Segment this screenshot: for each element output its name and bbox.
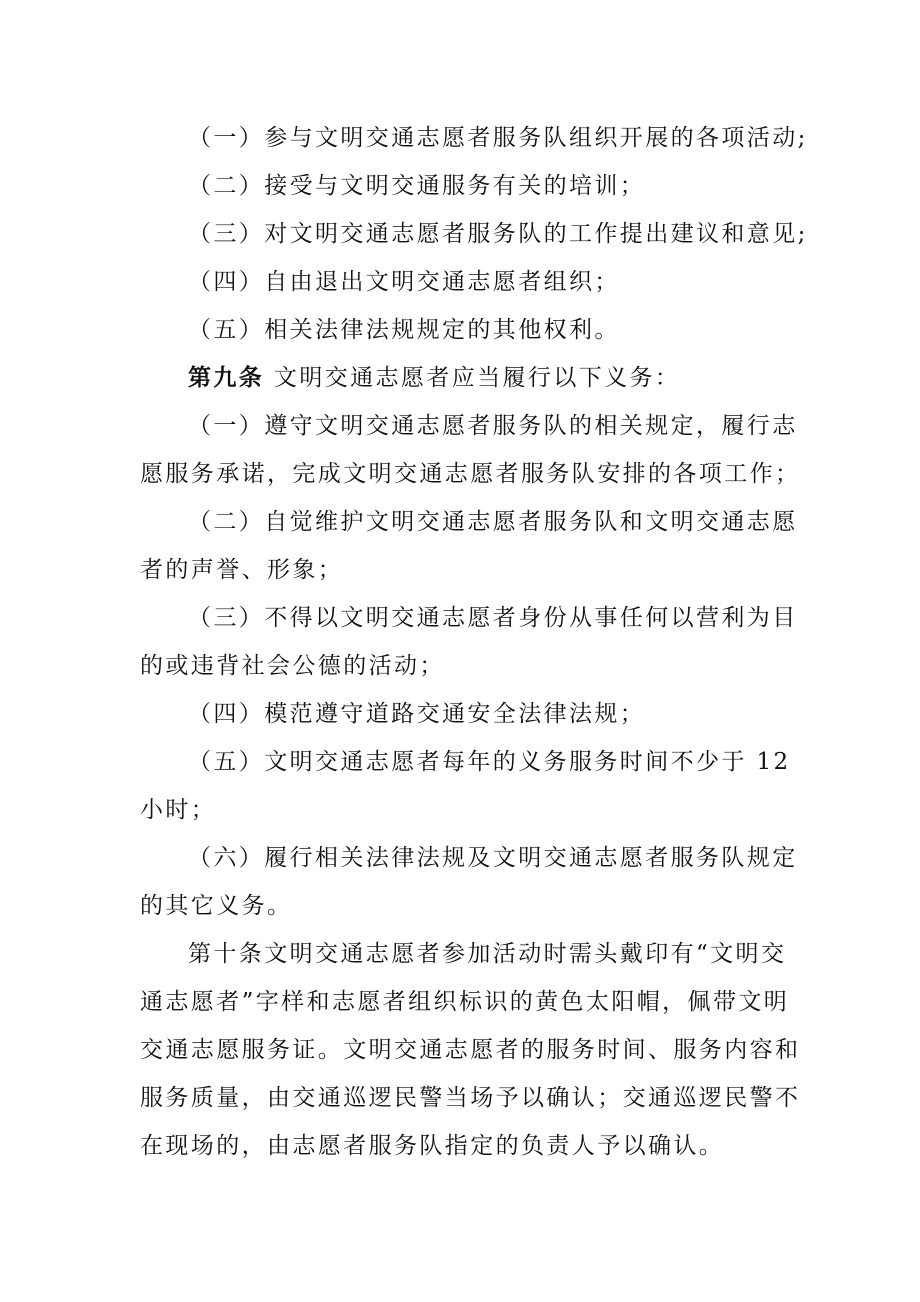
- rights-item-3: （三）对文明交通志愿者服务队的工作提出建议和意见;: [188, 221, 808, 247]
- duty-1-line-1: （一）遵守文明交通志愿者服务队的相关规定，履行志: [188, 413, 798, 439]
- article-9-line: [188, 363, 680, 393]
- rights-item-1: （一）参与文明交通志愿者服务队组织开展的各项活动;: [188, 125, 808, 151]
- duty-6-line-2: 的其它义务。: [140, 893, 293, 919]
- article-10-line-3: 交通志愿服务证。文明交通志愿者的服务时间、服务内容和: [140, 1037, 801, 1063]
- duty-3-line-2: 的或违背社会公德的活动；: [140, 653, 445, 679]
- duty-2-line-2: 者的声誉、形象；: [140, 557, 344, 583]
- article-10-line-1: 第十条文明交通志愿者参加活动时需头戴印有“文明交: [188, 941, 787, 967]
- duty-1-line-2: 愿服务承诺，完成文明交通志愿者服务队安排的各项工作；: [140, 461, 801, 487]
- article-10-line-5: 在现场的，由志愿者服务队指定的负责人予以确认。: [140, 1133, 725, 1159]
- article-10-line-2: 通志愿者”字样和志愿者组织标识的黄色太阳帽，佩带文明: [140, 989, 790, 1015]
- rights-item-2: （二）接受与文明交通服务有关的培训；: [188, 173, 646, 199]
- duty-5-line-1: （五）文明交通志愿者每年的义务服务时间不少于 12: [188, 749, 791, 775]
- rights-item-4: （四）自由退出文明交通志愿者组织；: [188, 269, 620, 295]
- article-10-line-4: 服务质量，由交通巡逻民警当场予以确认；交通巡逻民警不: [140, 1085, 801, 1111]
- duty-6-line-1: （六）履行相关法律法规及文明交通志愿者服务队规定: [188, 845, 798, 871]
- duty-5-line-2: 小时；: [140, 797, 217, 823]
- duty-3-line-1: （三）不得以文明交通志愿者身份从事任何以营利为目: [188, 605, 798, 631]
- article-9-intro: 文明交通志愿者应当履行以下义务：: [273, 365, 681, 391]
- duty-2-line-1: （二）自觉维护文明交通志愿者服务队和文明交通志愿: [188, 509, 798, 535]
- rights-item-5: （五）相关法律法规规定的其他权利。: [188, 317, 620, 343]
- duty-4-line-1: （四）模范遵守道路交通安全法律法规；: [188, 701, 646, 727]
- article-9-heading: 第九条: [188, 364, 265, 391]
